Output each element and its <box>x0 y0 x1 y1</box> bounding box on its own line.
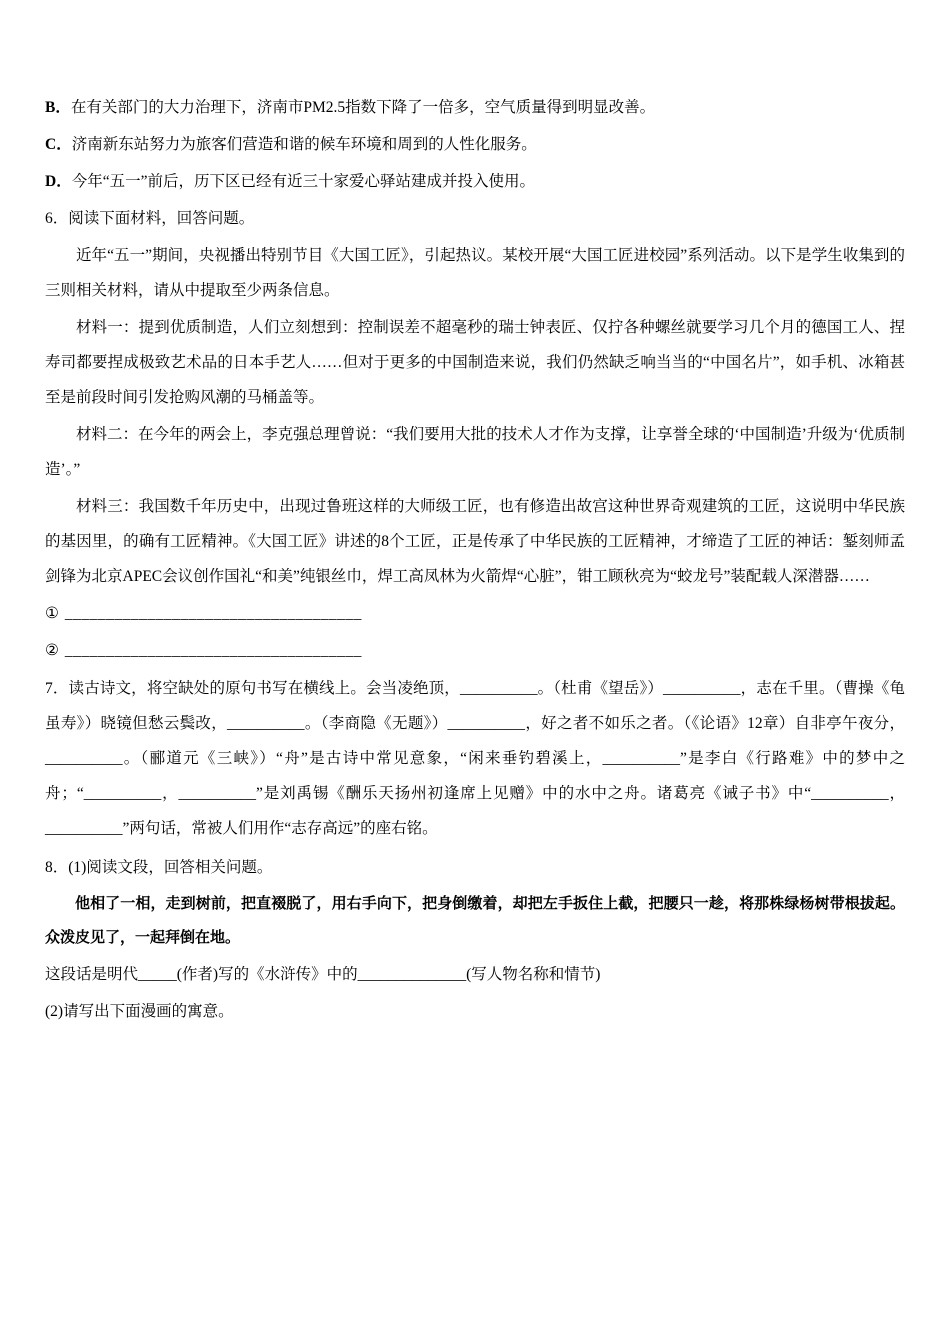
option-c-label: C． <box>45 136 72 153</box>
question-8-part-2: (2)请写出下面漫画的寓意。 <box>45 1003 234 1020</box>
question-8-passage: 他相了一相，走到树前，把直裰脱了，用右手向下，把身倒缴着，却把左手扳住上截，把腰只一趁，将那株绿杨树带根拔起。众泼皮见了，一起拜倒在地。 <box>45 896 905 946</box>
answer-blank-1-label: ① <box>45 605 59 622</box>
question-7: 7．读古诗文，将空缺处的原句书写在横线上。会当凌绝顶，__________。（杜甫《望岳》）__________，志在千里。（曹操《龟虽寿》）晓镜但愁云鬓改，__________。（李商隐《无题》）__________，好之者不如乐之者。（《论语》12章）自非亭午夜分，__________。（郦道元《三峡》）“舟”是古诗中常见意象，“闲来垂钓碧溪上，__________”是李白《行路难》中的梦中之舟；“__________，__________”是刘禹锡《酬乐天扬州初逢席上见赠》中的水中之舟。诸葛亮《诫子书》中“__________，__________”两句话，常被人们用作“志存高远”的座右铭。 <box>45 680 905 837</box>
question-6-material-3: 材料三：我国数千年历史中，出现过鲁班这样的大师级工匠，也有修造出故宫这种世界奇观建筑的工匠，这说明中华民族的基因里，的确有工匠精神。《大国工匠》讲述的8个工匠，正是传承了中华民族的工匠精神，才缔造了工匠的神话：錾刻师孟剑锋为北京APEC会议创作国礼“和美”纯银丝巾，焊工高凤林为火箭焊“心脏”，钳工顾秋亮为“蛟龙号”装配载人深潜器…… <box>45 498 905 585</box>
option-b <box>45 90 905 125</box>
option-c <box>45 127 905 162</box>
question-6-heading: 6．阅读下面材料，回答问题。 <box>45 210 255 227</box>
question-8-fill-line: 这段话是明代_____(作者)写的《水浒传》中的______________(写人物名称和情节) <box>45 966 601 983</box>
answer-blank-2-line: ____________________________________ <box>64 642 362 659</box>
option-d <box>45 164 905 199</box>
option-c-text: 济南新东站努力为旅客们营造和谐的候车环境和周到的人性化服务。 <box>71 136 537 153</box>
question-6-material-1: 材料一：提到优质制造，人们立刻想到：控制误差不超毫秒的瑞士钟表匠、仅拧各种螺丝就要学习几个月的德国工人、捏寿司都要捏成极致艺术品的日本手艺人……但对于更多的中国制造来说，我们仍然缺乏响当当的“中国名片”，如手机、冰箱甚至是前段时间引发抢购风潮的马桶盖等。 <box>45 319 905 406</box>
option-b-label: B． <box>45 99 71 116</box>
answer-blank-1 <box>45 596 905 631</box>
answer-blank-2-label: ② <box>45 642 59 659</box>
option-d-text: 今年“五一”前后，历下区已经有近三十家爱心驿站建成并投入使用。 <box>71 173 535 190</box>
answer-blank-2 <box>45 633 905 668</box>
answer-blank-1-line: ____________________________________ <box>64 605 362 622</box>
option-b-text: 在有关部门的大力治理下，济南市PM2.5指数下降了一倍多，空气质量得到明显改善。 <box>70 99 656 116</box>
question-6-intro: 近年“五一”期间，央视播出特别节目《大国工匠》，引起热议。某校开展“大国工匠进校园”系列活动。以下是学生收集到的三则相关材料，请从中提取至少两条信息。 <box>45 247 905 299</box>
option-d-label: D． <box>45 173 72 190</box>
question-8-heading: 8．(1)阅读文段，回答相关问题。 <box>45 859 273 876</box>
question-6-material-2: 材料二：在今年的两会上，李克强总理曾说：“我们要用大批的技术人才作为支撑，让享誉全球的‘中国制造’升级为‘优质制造’。” <box>45 426 905 478</box>
